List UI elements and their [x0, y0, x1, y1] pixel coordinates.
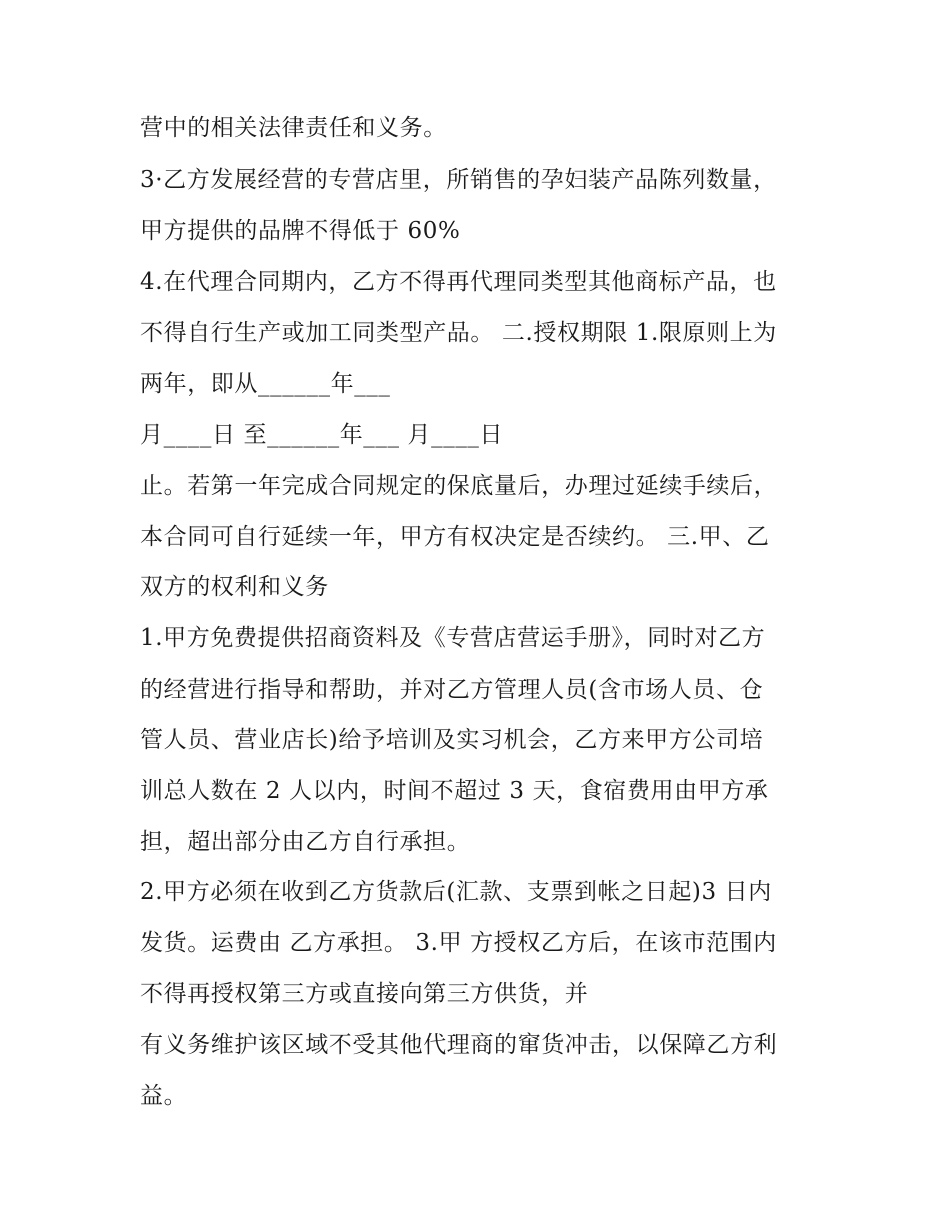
text-line: 益。 [140, 1083, 188, 1109]
text-line: 止。若第一年完成合同规定的保底量后，办理过延续手续后， [140, 473, 778, 499]
text-line: 甲方提供的品牌不得低于 60% [140, 218, 461, 244]
text-line: 3·乙方发展经营的专营店里，所销售的孕妇装产品陈列数量， [140, 167, 777, 193]
text-line: 不得再授权第三方或直接向第三方供货，并 [140, 981, 589, 1007]
text-line: 1.甲方免费提供招商资料及《专营店营运手册》，同时对乙方 [140, 625, 766, 651]
text-line: 两年，即从______年___ [140, 371, 391, 397]
text-line: 营中的相关法律责任和义务。 [140, 115, 447, 141]
text-line: 2.甲方必须在收到乙方货款后(汇款、支票到帐之日起)3 日内 [140, 879, 772, 905]
text-line: 的经营进行指导和帮助，并对乙方管理人员(含市场人员、仓 [140, 677, 764, 703]
text-line: 月____日 至______年___ 月____日 [140, 422, 504, 448]
text-line: 管人员、营业店长)给予培训及实习机会，乙方来甲方公司培 [140, 727, 764, 753]
text-line: 训总人数在 2 人以内，时间不超过 3 天，食宿费用由甲方承 [140, 778, 769, 804]
text-line: 双方的权利和义务 [140, 574, 329, 600]
text-line: 4.在代理合同期内，乙方不得再代理同类型其他商标产品，也 [140, 269, 777, 295]
text-line: 有义务维护该区域不受其他代理商的窜货冲击，以保障乙方利 [140, 1032, 778, 1058]
text-line: 不得自行生产或加工同类型产品。 二.授权期限 1.限原则上为 [140, 320, 777, 346]
text-line: 发货。运费由 乙方承担。 3.甲 方授权乙方后，在该市范围内 [140, 930, 777, 956]
text-line: 担，超出部分由乙方自行承担。 [140, 829, 471, 855]
text-line: 本合同可自行延续一年，甲方有权决定是否续约。 三.甲、乙 [140, 524, 770, 550]
